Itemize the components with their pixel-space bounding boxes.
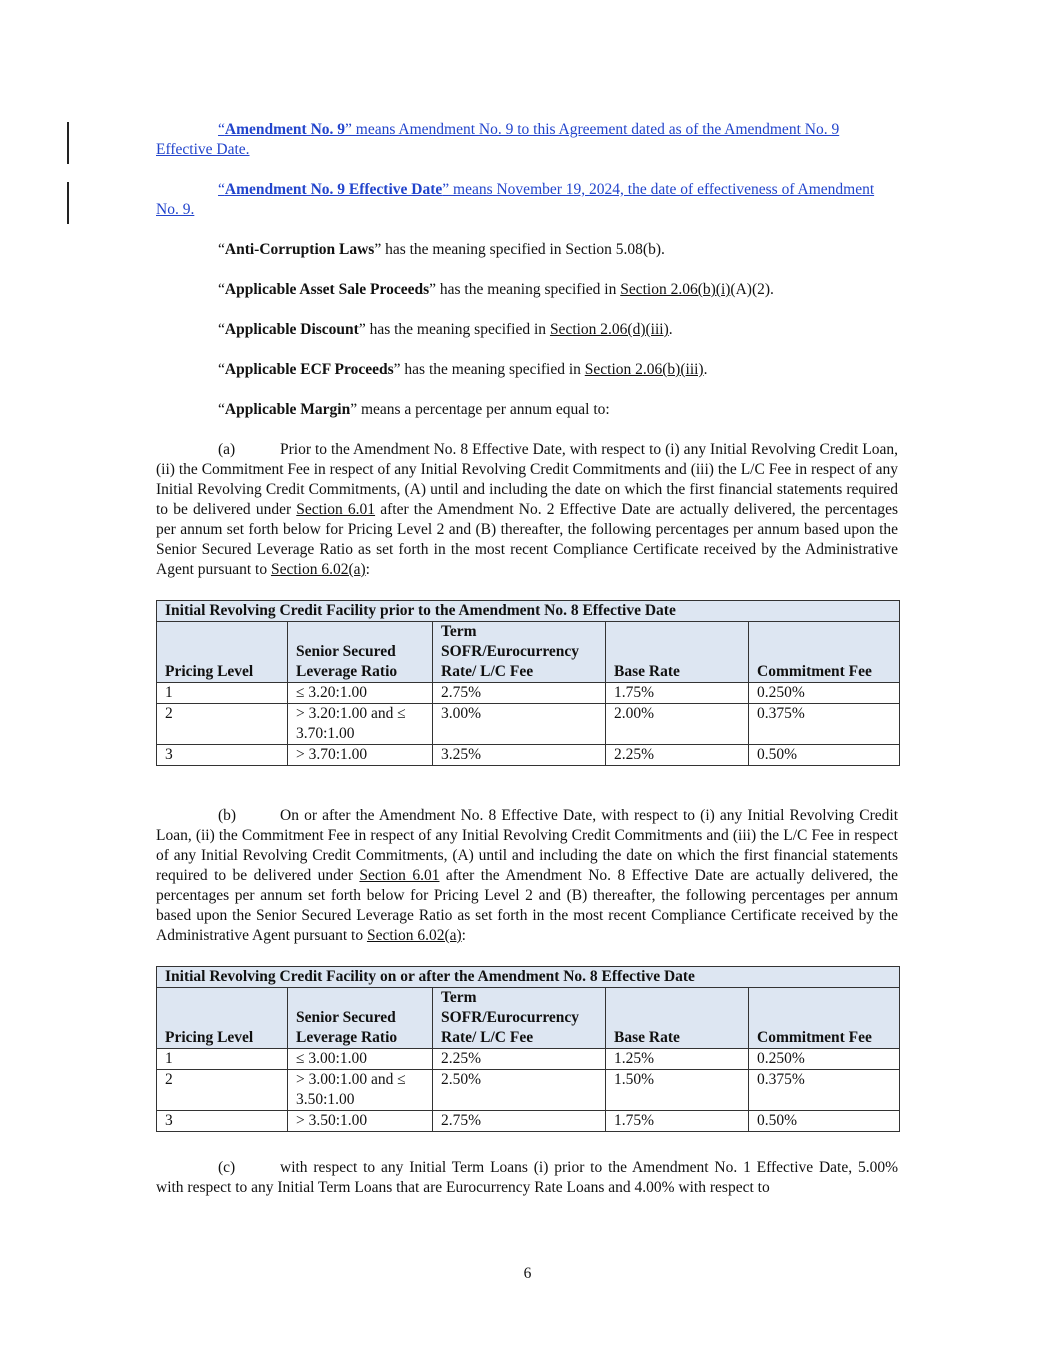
defined-term: Amendment No. 9	[224, 121, 346, 138]
defined-term: Anti-Corruption Laws	[224, 241, 375, 258]
column-header: Base Rate	[606, 988, 749, 1049]
defined-term: Applicable Asset Sale Proceeds	[224, 281, 430, 298]
table-row	[157, 745, 900, 766]
definition-applicable-discount: “Applicable Discount” has the meaning specified in Section 2.06(d)(iii).	[218, 321, 673, 338]
definition-text: (A)(2).	[730, 281, 774, 298]
column-header: Term SOFR/Eurocurrency Rate/ L/C Fee	[433, 988, 606, 1049]
column-header: Base Rate	[606, 622, 749, 683]
defined-term: Applicable ECF Proceeds	[224, 361, 394, 378]
definition-amendment-no-9: “Amendment No. 9” means Amendment No. 9 to this Agreement dated as of the Amendment No. 9 Effective Date.	[156, 121, 840, 158]
table-cell: ≤ 3.00:1.00	[288, 1049, 433, 1070]
paragraph-text: On or after the Amendment No. 8 Effective Date, with respect to (i) any Initial Revolving Credit Loan, (ii) the Commitment Fee in respect of any Initial Revolving Credit Commitments and (iii) the L/C Fee in respect of any Initial Revolving Credit Commitments, (A) until and including the date on which the first financial statements required to be delivered under	[156, 807, 898, 884]
table-caption: Initial Revolving Credit Facility prior to the Amendment No. 8 Effective Date	[157, 601, 900, 622]
section-reference[interactable]: Section 6.02(a)	[270, 561, 366, 578]
table-cell: 2.00%	[606, 704, 749, 745]
table-cell: 1.75%	[606, 1111, 749, 1132]
table-cell: 0.250%	[749, 683, 900, 704]
table-row	[157, 1111, 900, 1132]
table-cell: 1.25%	[606, 1049, 749, 1070]
paragraph-text: after the Amendment No. 8 Effective Date are actually delivered, the percentages per annum set forth below for Pricing Level 2 and (B) thereafter, the following percentages per annum based upon the Senior Secured Leverage Ratio as set forth in the most recent Compliance Certificate received by the Administrative Agent pursuant to	[156, 867, 898, 944]
table-caption: Initial Revolving Credit Facility on or after the Amendment No. 8 Effective Date	[157, 967, 900, 988]
section-reference[interactable]: Section 6.02(a)	[366, 927, 462, 944]
definition-text: ” has the meaning specified in	[358, 321, 550, 338]
paragraph-label: (b)	[218, 807, 237, 824]
table-cell: 0.50%	[749, 745, 900, 766]
table-cell: 3.00%	[433, 704, 606, 745]
table-cell: 0.50%	[749, 1111, 900, 1132]
table-cell: 0.375%	[749, 1070, 900, 1111]
section-reference[interactable]: Section 2.06(b)(i)	[620, 281, 731, 298]
table-cell: 3	[157, 745, 288, 766]
table-row	[157, 1070, 900, 1111]
table-cell: 1	[157, 1049, 288, 1070]
column-header: Term SOFR/Eurocurrency Rate/ L/C Fee	[433, 622, 606, 683]
paragraph-text: Prior to the Amendment No. 8 Effective Date, with respect to (i) any Initial Revolving Credit Loan, (ii) the Commitment Fee in respect of any Initial Revolving Credit Commitments and (iii) the L/C Fee in respect of any Initial Revolving Credit Commitments, (A) until and including the date on which the first financial statements required to be delivered under	[156, 441, 898, 518]
definition-text: .	[703, 361, 708, 378]
column-header: Pricing Level	[157, 988, 288, 1049]
table-cell: 1	[157, 683, 288, 704]
paragraph-b	[156, 806, 898, 946]
defined-term: Amendment No. 9 Effective Date	[224, 181, 443, 198]
column-header: Pricing Level	[157, 622, 288, 683]
table-cell: > 3.20:1.00 and ≤ 3.70:1.00	[288, 704, 433, 745]
paragraph-label: (c)	[218, 1159, 236, 1176]
pricing-table-b	[156, 966, 900, 1132]
section-reference[interactable]: Section 2.06(b)(iii)	[584, 361, 704, 378]
section-reference[interactable]: Section 2.06(d)(iii)	[549, 321, 669, 338]
column-header: Senior Secured Leverage Ratio	[288, 988, 433, 1049]
definition-applicable-asset-sale-proceeds: “Applicable Asset Sale Proceeds” has the meaning specified in Section 2.06(b)(i)(A)(2).	[218, 281, 774, 298]
definition-anti-corruption-laws: “Anti-Corruption Laws” has the meaning specified in Section 5.08(b).	[218, 241, 665, 258]
definition-applicable-margin: “Applicable Margin” means a percentage per annum equal to:	[218, 401, 610, 418]
table-row	[157, 683, 900, 704]
section-reference[interactable]: Section 6.01	[296, 501, 376, 518]
table-cell: 2.25%	[606, 745, 749, 766]
change-bar	[67, 122, 69, 164]
paragraph-c	[156, 1158, 898, 1198]
definition-text: ” means a percentage per annum equal to:	[350, 401, 610, 418]
paragraph-a	[156, 440, 898, 580]
definition-text: .	[668, 321, 673, 338]
paragraph-text: after the Amendment No. 2 Effective Date are actually delivered, the percentages per annum set forth below for Pricing Level 2 and (B) thereafter, the following percentages per annum based upon the Senior Secured Leverage Ratio as set forth in the most recent Compliance Certificate received by the Administrative Agent pursuant to	[156, 501, 898, 578]
defined-term: Applicable Discount	[224, 321, 359, 338]
paragraph-text: with respect to any Initial Term Loans (i) prior to the Amendment No. 1 Effective Date, 5.00% with respect to any Initial Term Loans that are Eurocurrency Rate Loans and 4.00% with respect to	[156, 1159, 898, 1196]
change-bar	[67, 182, 69, 224]
table-cell: 2.50%	[433, 1070, 606, 1111]
table-cell: 2.25%	[433, 1049, 606, 1070]
table-cell: > 3.70:1.00	[288, 745, 433, 766]
definition-applicable-ecf-proceeds: “Applicable ECF Proceeds” has the meaning specified in Section 2.06(b)(iii).	[218, 361, 708, 378]
definition-text: ” has the meaning specified in	[393, 361, 585, 378]
table-cell: 2.75%	[433, 1111, 606, 1132]
table-cell: 1.50%	[606, 1070, 749, 1111]
table-row	[157, 704, 900, 745]
definition-amendment-no-9-effective-date: “Amendment No. 9 Effective Date” means November 19, 2024, the date of effectiveness of Amendment No. 9.	[156, 181, 875, 218]
column-header: Commitment Fee	[749, 622, 900, 683]
table-cell: > 3.50:1.00	[288, 1111, 433, 1132]
definition-text: ” has the meaning specified in Section 5.08(b).	[374, 241, 665, 258]
table-cell: 0.375%	[749, 704, 900, 745]
pricing-table-a	[156, 600, 900, 766]
definition-text: ” has the meaning specified in	[429, 281, 621, 298]
column-header: Commitment Fee	[749, 988, 900, 1049]
table-cell: 1.75%	[606, 683, 749, 704]
table-cell: 2	[157, 704, 288, 745]
page-number: 6	[523, 1265, 532, 1282]
document-page	[156, 120, 898, 1198]
defined-term: Applicable Margin	[224, 401, 351, 418]
table-cell: 3	[157, 1111, 288, 1132]
table-cell: ≤ 3.20:1.00	[288, 683, 433, 704]
definition-text: ” means Amendment No. 9 to this Agreement dated as of the Amendment No. 9 Effective Date.	[156, 121, 840, 158]
column-header: Senior Secured Leverage Ratio	[288, 622, 433, 683]
paragraph-text: :	[365, 561, 370, 578]
section-reference[interactable]: Section 6.01	[359, 867, 440, 884]
table-cell: 0.250%	[749, 1049, 900, 1070]
table-cell: 3.25%	[433, 745, 606, 766]
table-cell: 2.75%	[433, 683, 606, 704]
table-cell: 2	[157, 1070, 288, 1111]
table-cell: > 3.00:1.00 and ≤ 3.50:1.00	[288, 1070, 433, 1111]
table-row	[157, 1049, 900, 1070]
paragraph-text: :	[461, 927, 466, 944]
definition-text: ” means November 19, 2024, the date of effectiveness of Amendment No. 9.	[156, 181, 875, 218]
paragraph-label: (a)	[218, 441, 236, 458]
